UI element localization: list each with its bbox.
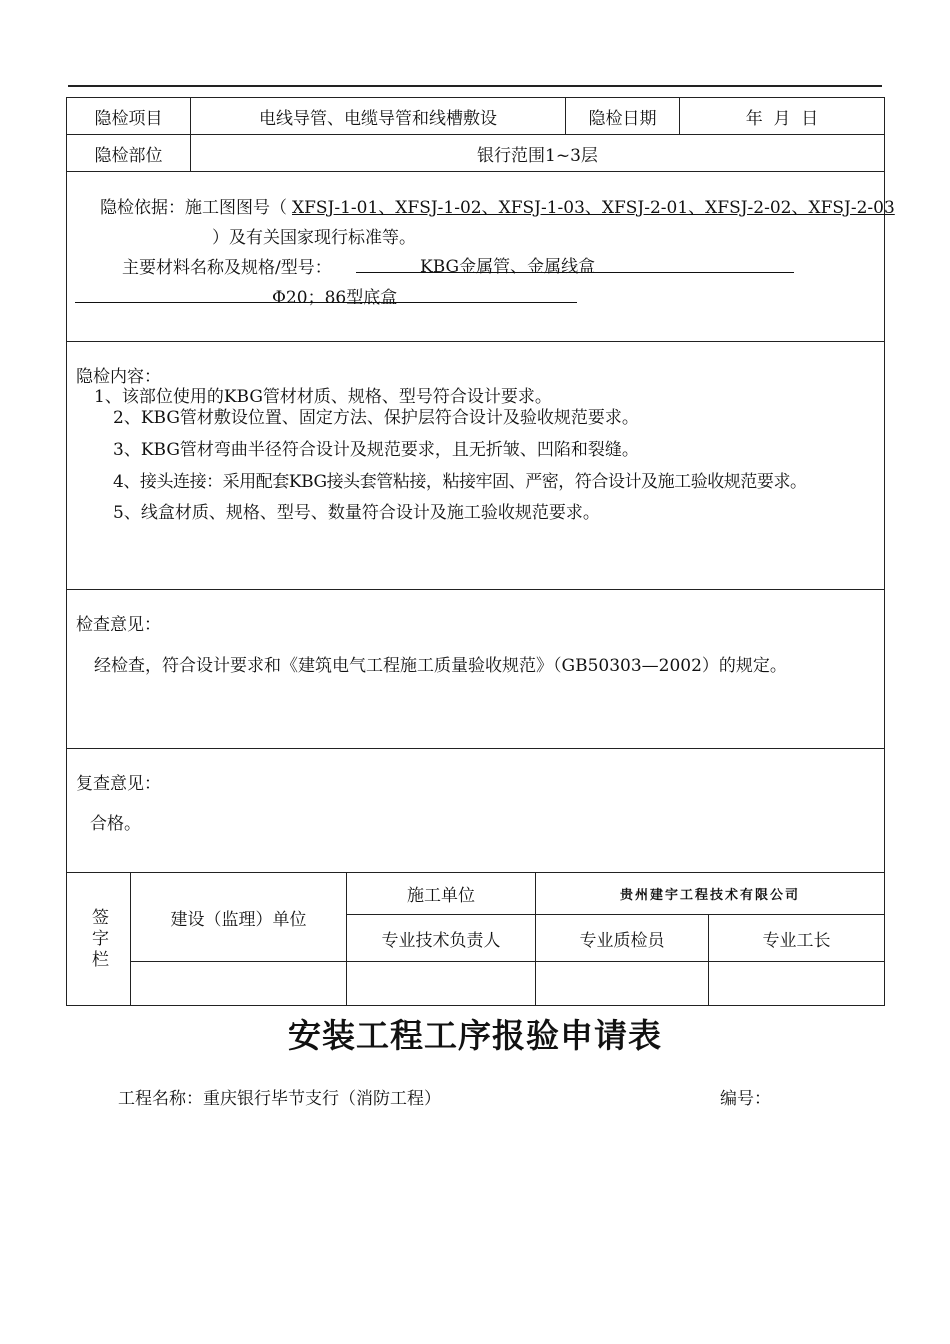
item-label-text: 隐检项目 bbox=[94, 108, 163, 129]
company-name bbox=[535, 872, 885, 915]
quality-inspector-signature-field[interactable] bbox=[535, 961, 709, 1006]
content-item: 3、KBG管材弯曲半径符合设计及规范要求，且无折皱、凹陷和裂缝。 bbox=[113, 440, 639, 460]
content-item: 2、KBG管材敷设位置、固定方法、保护层符合设计及验收规范要求。 bbox=[113, 408, 639, 428]
location-label-text: 隐检部位 bbox=[94, 145, 163, 166]
content-item: 1、该部位使用的KBG管材材质、规格、型号符合设计要求。 bbox=[94, 387, 552, 407]
material-label: 主要材料名称及规格/型号： bbox=[122, 258, 332, 278]
owner-unit bbox=[130, 872, 347, 962]
item-label bbox=[66, 97, 191, 135]
inspection-text: 经检查，符合设计要求和《建筑电气工程施工质量验收规范》（GB50303—2002）的规定。 bbox=[94, 656, 787, 676]
company-name-text: 贵州建宇工程技术有限公司 bbox=[619, 888, 800, 903]
owner-unit-text: 建设（监理）单位 bbox=[170, 909, 307, 930]
construction-unit-text: 施工单位 bbox=[407, 886, 475, 906]
foreman-text: 专业工长 bbox=[762, 930, 831, 951]
location-label bbox=[66, 134, 191, 172]
signature-label-text: 签字栏 bbox=[88, 907, 108, 971]
date-label-text: 隐检日期 bbox=[588, 108, 657, 129]
material-value: KBG金属管、金属线盒 bbox=[420, 257, 596, 277]
material-value-2: Φ20；86型底盒 bbox=[272, 288, 398, 308]
date-value-text: 年 月 日 bbox=[745, 108, 819, 129]
date-label bbox=[565, 97, 680, 135]
inspection-label: 检查意见： bbox=[76, 615, 161, 635]
basis-label: 隐检依据：施工图图号（ bbox=[100, 198, 287, 218]
tech-lead-signature-field[interactable] bbox=[346, 961, 536, 1006]
owner-signature-field[interactable] bbox=[130, 961, 347, 1006]
number-label: 编号： bbox=[720, 1089, 771, 1109]
location-value-text: 银行范围1~3层 bbox=[477, 145, 598, 166]
review-label: 复查意见： bbox=[76, 774, 161, 794]
basis-suffix: ）及有关国家现行标准等。 bbox=[212, 228, 416, 248]
review-section bbox=[66, 748, 885, 873]
quality-inspector-text: 专业质检员 bbox=[579, 930, 665, 951]
content-section bbox=[66, 341, 885, 590]
date-value bbox=[679, 97, 885, 135]
content-label: 隐检内容： bbox=[76, 367, 161, 387]
content-item: 4、接头连接：采用配套KBG接头套管粘接，粘接牢固、严密，符合设计及施工验收规范要求。 bbox=[113, 472, 807, 492]
form-title: 安装工程工序报验申请表 bbox=[288, 1016, 662, 1055]
item-value bbox=[190, 97, 566, 135]
foreman-signature-field[interactable] bbox=[708, 961, 885, 1006]
tech-lead-label bbox=[346, 914, 536, 962]
basis-drawings: XFSJ-1-01、XFSJ-1-02、XFSJ-1-03、XFSJ-2-01、XFSJ-2-02、XFSJ-2-03 bbox=[292, 198, 895, 218]
project-name-label: 工程名称：重庆银行毕节支行（消防工程） bbox=[118, 1089, 441, 1109]
location-value bbox=[190, 134, 885, 172]
item-value-text: 电线导管、电缆导管和线槽敷设 bbox=[259, 108, 497, 129]
tech-lead-text: 专业技术负责人 bbox=[381, 930, 501, 951]
signature-label bbox=[66, 872, 131, 1006]
foreman-label bbox=[708, 914, 885, 962]
construction-unit-label bbox=[346, 872, 536, 915]
content-item: 5、线盒材质、规格、型号、数量符合设计及施工验收规范要求。 bbox=[113, 503, 600, 523]
quality-inspector-label bbox=[535, 914, 709, 962]
review-text: 合格。 bbox=[90, 814, 141, 834]
top-rule bbox=[68, 85, 882, 87]
